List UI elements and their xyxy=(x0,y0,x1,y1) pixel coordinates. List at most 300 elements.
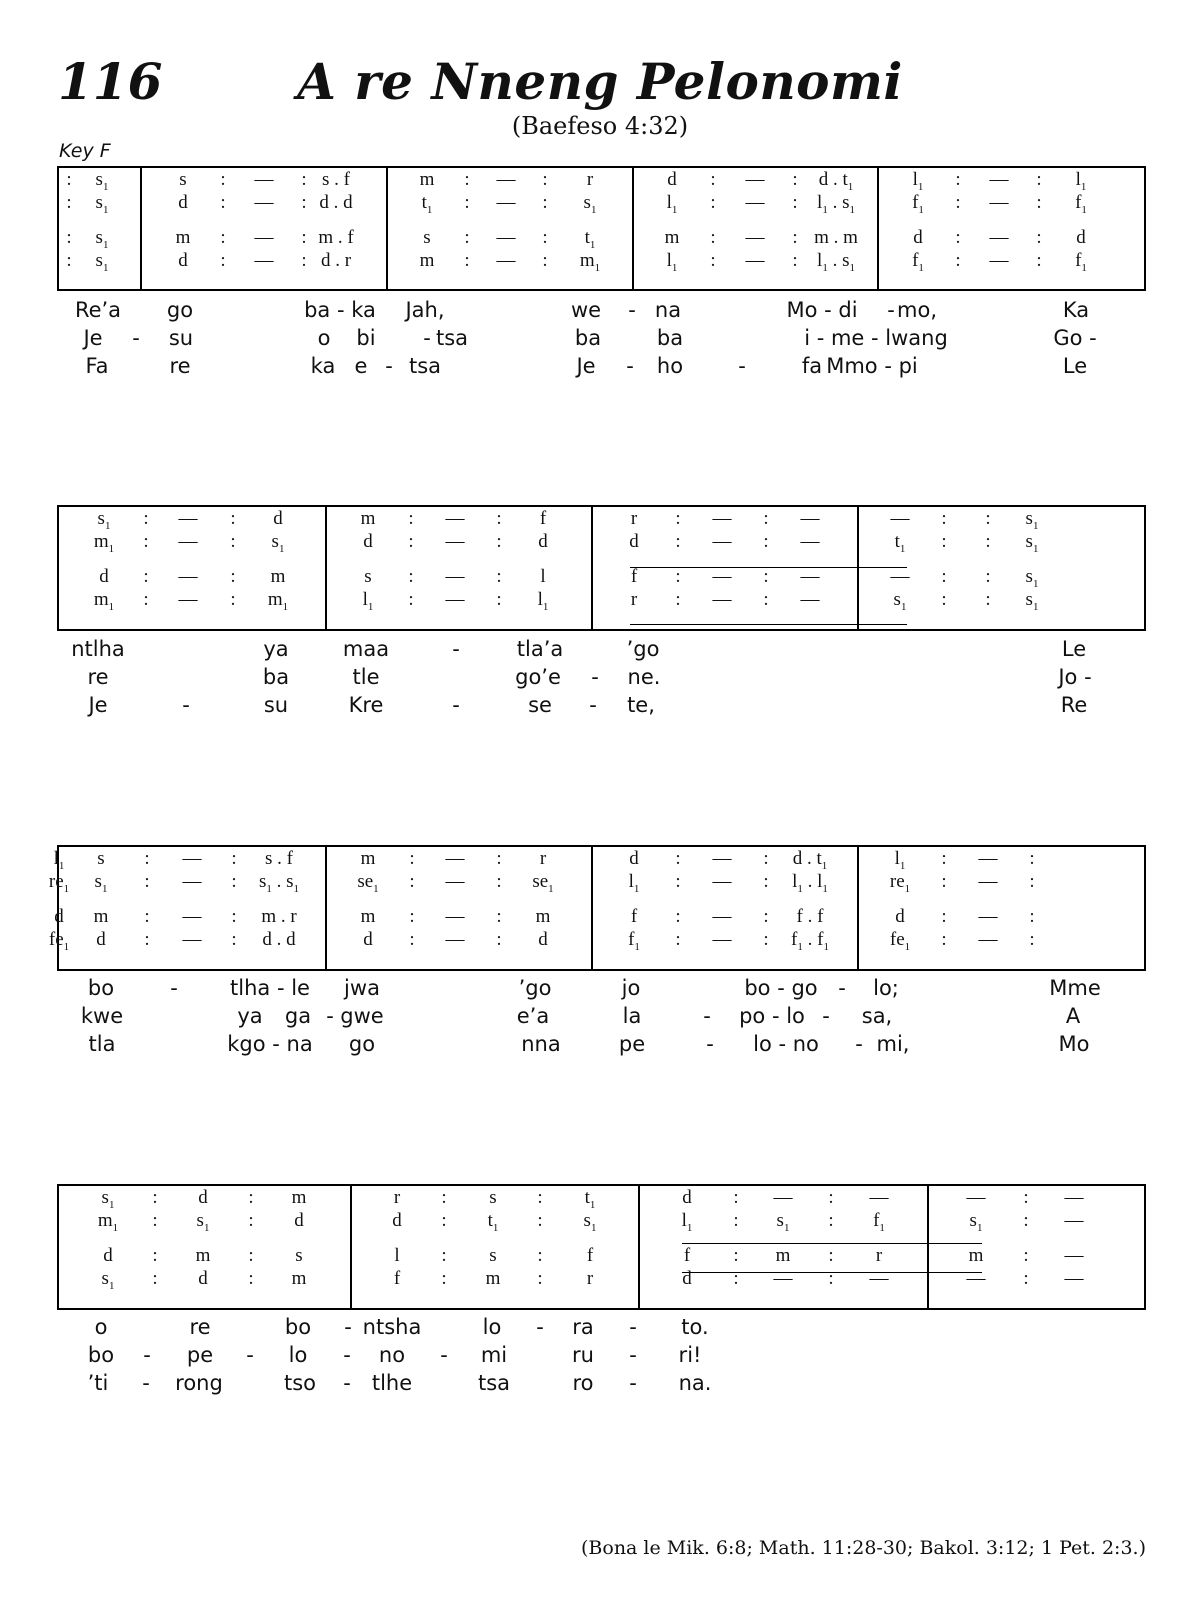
solfa-note: r xyxy=(630,508,638,529)
lyric-syllable: - xyxy=(143,1343,151,1367)
solfa-note: r xyxy=(586,169,594,190)
solfa-note: — xyxy=(989,192,1009,213)
solfa-note: m xyxy=(419,250,435,271)
solfa-note: m xyxy=(775,1245,791,1266)
solfa-note: : xyxy=(542,192,548,213)
solfa-note: : xyxy=(828,1187,834,1208)
solfa-note: $m_1$ xyxy=(93,589,115,613)
solfa-note: — xyxy=(445,508,465,529)
solfa-note: : xyxy=(496,929,502,950)
solfa-note: — xyxy=(745,169,765,190)
lyric-syllable: lo xyxy=(482,1315,502,1339)
solfa-note: : xyxy=(152,1245,158,1266)
lyric-syllable: - xyxy=(738,354,746,378)
solfa-note: : xyxy=(763,589,769,610)
solfa-note: d xyxy=(99,566,109,587)
solfa-note: : xyxy=(537,1245,543,1266)
solfa-note: — xyxy=(869,1268,889,1289)
lyric-syllable: re xyxy=(189,1315,211,1339)
solfa-note: : xyxy=(537,1187,543,1208)
lyric-syllable: gwe xyxy=(340,1004,384,1028)
solfa-note: $f_1$ xyxy=(912,192,924,216)
solfa-note: $l_1$ . $s_1$ xyxy=(817,250,855,274)
solfa-note: : xyxy=(231,871,237,892)
alto-line xyxy=(59,192,1144,214)
lyric-syllable: e xyxy=(354,354,368,378)
tenor-line xyxy=(59,1245,1144,1267)
solfa-note: $l_1$ . $s_1$ xyxy=(817,192,855,216)
lyric-syllable: ’go xyxy=(626,637,660,661)
solfa-note: $l_1$ xyxy=(362,589,374,613)
solfa-note: : xyxy=(301,169,307,190)
solfa-note: : xyxy=(941,589,947,610)
solfa-note: : xyxy=(985,508,991,529)
solfa-note: — xyxy=(178,566,198,587)
solfa-note: : xyxy=(941,929,947,950)
solfa-note: $f_1$ xyxy=(628,929,640,953)
solfa-note: $se_1$ xyxy=(532,871,554,895)
solfa-note: d xyxy=(392,1210,402,1231)
lyric-syllable: ro xyxy=(572,1371,594,1395)
solfa-note: — xyxy=(496,227,516,248)
solfa-note: — xyxy=(989,250,1009,271)
lyric-verse-3 xyxy=(0,691,1200,719)
solfa-note: : xyxy=(230,589,236,610)
solfa-note: f . f xyxy=(796,906,824,927)
solfa-note: d xyxy=(363,929,373,950)
solfa-note: l xyxy=(540,566,546,587)
solfa-note: — xyxy=(745,250,765,271)
lyric-syllable: ra xyxy=(572,1315,594,1339)
lyric-verse-2 xyxy=(0,324,1200,352)
lyric-syllable: mi xyxy=(480,1343,508,1367)
lyric-syllable: Je xyxy=(576,354,596,378)
solfa-note: : xyxy=(710,169,716,190)
lyric-syllable: ya xyxy=(237,1004,263,1028)
solfa-note: m xyxy=(535,906,551,927)
solfa-note: $f_1$ xyxy=(1075,250,1087,274)
solfa-note: : xyxy=(66,192,72,213)
solfa-note: — xyxy=(869,1187,889,1208)
solfa-note: d xyxy=(54,906,64,927)
lyric-syllable: ba xyxy=(262,665,290,689)
solfa-note: : xyxy=(710,227,716,248)
solfa-note: — xyxy=(182,848,202,869)
solfa-note: $l_1$ xyxy=(1075,169,1087,193)
lyric-syllable: A xyxy=(1065,1004,1081,1028)
solfa-note: m xyxy=(291,1268,307,1289)
solfa-note: — xyxy=(1064,1210,1084,1231)
solfa-note: — xyxy=(712,589,732,610)
lyric-syllable: kgo - na xyxy=(227,1032,313,1056)
lyric-syllable: - xyxy=(343,1343,351,1367)
solfa-note: : xyxy=(220,169,226,190)
solfa-note: : xyxy=(409,906,415,927)
solfa-note: $f_1$ xyxy=(1075,192,1087,216)
lyric-syllable: Re xyxy=(1060,693,1088,717)
lyric-syllable: Je xyxy=(88,693,108,717)
solfa-note: m . m xyxy=(814,227,858,248)
lyric-syllable: bo - go xyxy=(744,976,818,1000)
solfa-note: : xyxy=(675,871,681,892)
lyric-syllable: o xyxy=(94,1315,108,1339)
solfa-note: d xyxy=(913,227,923,248)
solfa-note: : xyxy=(496,871,502,892)
solfa-note: : xyxy=(763,871,769,892)
solfa-note: : xyxy=(941,566,947,587)
solfa-note: — xyxy=(178,531,198,552)
solfa-note: : xyxy=(985,589,991,610)
solfa-note: — xyxy=(182,906,202,927)
solfa-note: : xyxy=(496,531,502,552)
solfa-note: $s_1$ xyxy=(271,531,285,555)
lyric-syllable: kwe xyxy=(80,1004,124,1028)
solfa-note: $s_1$ xyxy=(196,1210,210,1234)
solfa-note: $s_1$ xyxy=(95,169,109,193)
solfa-note: : xyxy=(66,227,72,248)
lyric-syllable: ga xyxy=(284,1004,312,1028)
lyric-syllable: ne. xyxy=(627,665,661,689)
lyric-syllable: - xyxy=(626,354,634,378)
alto-line xyxy=(48,871,1144,895)
tie-line xyxy=(682,1243,982,1244)
solfa-note: : xyxy=(675,906,681,927)
lyric-syllable: ri! xyxy=(678,1343,702,1367)
solfa-note: : xyxy=(763,531,769,552)
lyric-syllable: pe xyxy=(186,1343,214,1367)
lyric-syllable: pe xyxy=(618,1032,646,1056)
solfa-note: $f_1$ xyxy=(912,250,924,274)
lyric-syllable: - xyxy=(536,1315,544,1339)
lyric-syllable: mi, xyxy=(876,1032,910,1056)
solfa-note: r xyxy=(630,589,638,610)
solfa-note: $t_1$ xyxy=(584,227,596,251)
solfa-note: : xyxy=(230,531,236,552)
music-system-3 xyxy=(48,845,1146,971)
lyric-syllable: - xyxy=(423,326,431,350)
lyric-syllable: tlhe xyxy=(371,1371,413,1395)
solfa-note: — xyxy=(445,929,465,950)
lyric-verse-3 xyxy=(0,1369,1200,1397)
solfa-note: : xyxy=(248,1245,254,1266)
solfa-note: s . f xyxy=(265,848,293,869)
lyric-verse-3 xyxy=(0,352,1200,380)
solfa-note: : xyxy=(1036,192,1042,213)
solfa-note: : xyxy=(441,1210,447,1231)
solfa-note: $t_1$ xyxy=(487,1210,499,1234)
solfa-note: $l_1$ xyxy=(912,169,924,193)
solfa-note: d xyxy=(538,929,548,950)
solfa-note: : xyxy=(441,1187,447,1208)
solfa-note: : xyxy=(220,192,226,213)
solfa-note: : xyxy=(464,169,470,190)
solfa-note: : xyxy=(409,929,415,950)
solfa-note: : xyxy=(792,250,798,271)
soprano-line xyxy=(59,169,1144,191)
bass-line xyxy=(59,250,1144,272)
soprano-line xyxy=(53,848,1144,872)
lyric-syllable: na. xyxy=(678,1371,712,1395)
lyric-syllable: tla xyxy=(88,1032,116,1056)
solfa-note: l xyxy=(394,1245,400,1266)
solfa-note: : xyxy=(1029,929,1035,950)
solfa-note: m xyxy=(270,566,286,587)
solfa-note: — xyxy=(182,929,202,950)
solfa-note: $l_1$ xyxy=(53,848,65,872)
solfa-note: : xyxy=(985,566,991,587)
lyric-syllable: - xyxy=(326,1004,334,1028)
lyric-syllable: - xyxy=(855,1032,863,1056)
lyric-syllable: Go - xyxy=(1053,326,1097,350)
lyric-syllable: - xyxy=(703,1004,711,1028)
solfa-note: : xyxy=(828,1268,834,1289)
lyric-syllable: sa, xyxy=(861,1004,893,1028)
solfa-note: — xyxy=(1064,1268,1084,1289)
solfa-note: : xyxy=(230,508,236,529)
solfa-note: $s_1$ xyxy=(776,1210,790,1234)
solfa-note: d xyxy=(198,1268,208,1289)
solfa-note: : xyxy=(985,531,991,552)
lyric-syllable: bo xyxy=(87,1343,115,1367)
lyric-syllable: ba - ka xyxy=(304,298,376,322)
solfa-note: : xyxy=(66,169,72,190)
solfa-note: s xyxy=(423,227,431,248)
solfa-note: $s_1$ xyxy=(1025,566,1039,590)
solfa-note: m xyxy=(175,227,191,248)
music-system-2 xyxy=(57,505,1146,631)
solfa-note: : xyxy=(733,1210,739,1231)
solfa-note: d xyxy=(667,169,677,190)
solfa-note: : xyxy=(710,192,716,213)
solfa-note: : xyxy=(231,929,237,950)
lyric-syllable: fa xyxy=(801,354,823,378)
lyric-syllable: la xyxy=(622,1004,642,1028)
solfa-note: — xyxy=(496,192,516,213)
lyric-syllable: re xyxy=(87,665,109,689)
solfa-note: : xyxy=(1023,1268,1029,1289)
alto-line xyxy=(59,1210,1144,1232)
solfa-note: f xyxy=(630,906,638,927)
lyric-syllable: Fa xyxy=(85,354,109,378)
lyric-syllable: - xyxy=(452,693,460,717)
solfa-note: : xyxy=(496,906,502,927)
bass-line xyxy=(59,1268,1144,1290)
solfa-note: — xyxy=(978,871,998,892)
solfa-note: r xyxy=(539,848,547,869)
solfa-note: m . r xyxy=(261,906,297,927)
lyric-syllable: - xyxy=(629,1343,637,1367)
lyric-syllable: tlha - le xyxy=(230,976,310,1000)
lyric-syllable: su xyxy=(168,326,194,350)
solfa-note: : xyxy=(828,1210,834,1231)
solfa-note: m xyxy=(195,1245,211,1266)
solfa-note: : xyxy=(941,508,947,529)
solfa-note: r xyxy=(393,1187,401,1208)
lyric-syllable: - xyxy=(343,1371,351,1395)
solfa-note: d . $t_1$ xyxy=(818,169,854,193)
solfa-note: r xyxy=(875,1245,883,1266)
footer-references: (Bona le Mik. 6:8; Math. 11:28-30; Bakol. 3:12; 1 Pet. 2:3.) xyxy=(581,1537,1146,1559)
solfa-note: $s_1$ xyxy=(97,508,111,532)
solfa-note: $s_1$ xyxy=(101,1268,115,1292)
solfa-note: $s_1$ xyxy=(1025,508,1039,532)
key-signature: Key F xyxy=(59,140,111,162)
lyric-syllable: go xyxy=(166,298,194,322)
lyric-syllable: bo xyxy=(87,976,115,1000)
lyric-syllable: ntlha xyxy=(71,637,125,661)
solfa-note: $s_1$ xyxy=(583,192,597,216)
solfa-note: : xyxy=(409,871,415,892)
lyric-syllable: go’e xyxy=(515,665,561,689)
hymn-number: 116 xyxy=(58,52,163,111)
solfa-note: — xyxy=(178,508,198,529)
solfa-note: — xyxy=(773,1187,793,1208)
lyric-syllable: Le xyxy=(1062,354,1088,378)
solfa-note: : xyxy=(496,566,502,587)
solfa-note: : xyxy=(1036,169,1042,190)
solfa-note: r xyxy=(586,1268,594,1289)
solfa-note: : xyxy=(408,531,414,552)
solfa-note: — xyxy=(712,871,732,892)
solfa-note: : xyxy=(675,531,681,552)
solfa-note: : xyxy=(675,929,681,950)
solfa-note: f xyxy=(586,1245,594,1266)
solfa-note: m xyxy=(291,1187,307,1208)
solfa-note: — xyxy=(978,929,998,950)
lyric-syllable: e’a xyxy=(516,1004,550,1028)
lyric-syllable: te, xyxy=(627,693,655,717)
solfa-note: $m_1$ xyxy=(267,589,289,613)
solfa-note: : xyxy=(675,589,681,610)
solfa-note: $s_1$ xyxy=(583,1210,597,1234)
lyric-verse-2 xyxy=(0,1002,1200,1030)
solfa-note: m xyxy=(419,169,435,190)
solfa-note: : xyxy=(143,589,149,610)
solfa-note: — xyxy=(445,566,465,587)
lyric-syllable: tsa xyxy=(477,1371,511,1395)
lyric-syllable: - xyxy=(182,693,190,717)
lyric-syllable: ’ti xyxy=(87,1371,109,1395)
solfa-note: : xyxy=(66,250,72,271)
solfa-note: : xyxy=(955,250,961,271)
solfa-note: — xyxy=(773,1268,793,1289)
lyric-syllable: i - me - lwang xyxy=(804,326,948,350)
solfa-note: : xyxy=(955,227,961,248)
solfa-note: : xyxy=(152,1187,158,1208)
solfa-note: $fe_1$ xyxy=(48,929,70,953)
solfa-note: $t_1$ xyxy=(584,1187,596,1211)
solfa-note: : xyxy=(542,169,548,190)
solfa-note: — xyxy=(1064,1245,1084,1266)
solfa-note: $l_1$ xyxy=(628,871,640,895)
solfa-note: : xyxy=(144,848,150,869)
solfa-note: — xyxy=(712,929,732,950)
bass-line xyxy=(48,929,1144,953)
tenor-line xyxy=(59,566,1144,588)
solfa-note: : xyxy=(1029,871,1035,892)
solfa-note: — xyxy=(445,589,465,610)
lyric-syllable: - xyxy=(246,1343,254,1367)
solfa-note: — xyxy=(800,566,820,587)
solfa-note: $m_1$ xyxy=(579,250,601,274)
solfa-note: — xyxy=(712,848,732,869)
solfa-note: $s_1$ xyxy=(94,871,108,895)
solfa-note: — xyxy=(254,169,274,190)
solfa-note: — xyxy=(966,1187,986,1208)
solfa-note: d xyxy=(682,1268,692,1289)
solfa-note: — xyxy=(800,508,820,529)
soprano-line xyxy=(59,508,1144,530)
lyric-syllable: lo xyxy=(288,1343,308,1367)
solfa-note: d xyxy=(895,906,905,927)
solfa-note: — xyxy=(966,1268,986,1289)
solfa-note: — xyxy=(496,250,516,271)
solfa-note: — xyxy=(712,566,732,587)
solfa-note: $l_1$ xyxy=(537,589,549,613)
lyric-syllable: tsa xyxy=(408,354,442,378)
solfa-note: $t_1$ xyxy=(421,192,433,216)
solfa-note: : xyxy=(464,227,470,248)
solfa-note: m xyxy=(93,906,109,927)
lyric-syllable: ho xyxy=(656,354,684,378)
solfa-note: $s_1$ xyxy=(893,589,907,613)
solfa-note: : xyxy=(763,508,769,529)
lyric-verse-2 xyxy=(0,1341,1200,1369)
solfa-note: — xyxy=(445,531,465,552)
solfa-note: : xyxy=(301,227,307,248)
lyric-syllable: o xyxy=(317,326,331,350)
lyric-syllable: go xyxy=(348,1032,376,1056)
solfa-note: : xyxy=(144,929,150,950)
lyric-syllable: Ka xyxy=(1062,298,1090,322)
lyric-syllable: mo, xyxy=(897,298,937,322)
solfa-note: — xyxy=(745,227,765,248)
solfa-note: : xyxy=(828,1245,834,1266)
lyric-syllable: bo xyxy=(284,1315,312,1339)
solfa-note: : xyxy=(1029,906,1035,927)
solfa-note: d xyxy=(629,531,639,552)
lyric-syllable: - xyxy=(385,354,393,378)
lyric-syllable: jwa xyxy=(344,976,380,1000)
solfa-note: : xyxy=(733,1187,739,1208)
lyric-syllable: tsa xyxy=(435,326,469,350)
lyric-syllable: lo - no xyxy=(753,1032,819,1056)
lyric-syllable: Re’a xyxy=(74,298,122,322)
lyric-verse-1 xyxy=(0,1313,1200,1341)
solfa-note: $l_1$ xyxy=(681,1210,693,1234)
lyric-verse-2 xyxy=(0,663,1200,691)
solfa-note: : xyxy=(248,1210,254,1231)
solfa-note: : xyxy=(408,508,414,529)
lyric-syllable: Je xyxy=(83,326,103,350)
solfa-note: d xyxy=(363,531,373,552)
lyric-syllable: Kre xyxy=(348,693,384,717)
lyric-syllable: po - lo xyxy=(739,1004,805,1028)
alto-line xyxy=(59,531,1144,553)
soprano-line xyxy=(59,1187,1144,1209)
lyric-syllable: su xyxy=(263,693,289,717)
solfa-note: $fe_1$ xyxy=(889,929,911,953)
music-system-1 xyxy=(57,166,1146,291)
solfa-note: $m_1$ xyxy=(93,531,115,555)
lyric-syllable: - xyxy=(628,298,636,322)
solfa-note: — xyxy=(712,508,732,529)
lyric-syllable: Le xyxy=(1061,637,1087,661)
solfa-note: : xyxy=(496,848,502,869)
lyric-syllable: Jo - xyxy=(1058,665,1092,689)
solfa-note: : xyxy=(955,192,961,213)
solfa-note: : xyxy=(301,250,307,271)
